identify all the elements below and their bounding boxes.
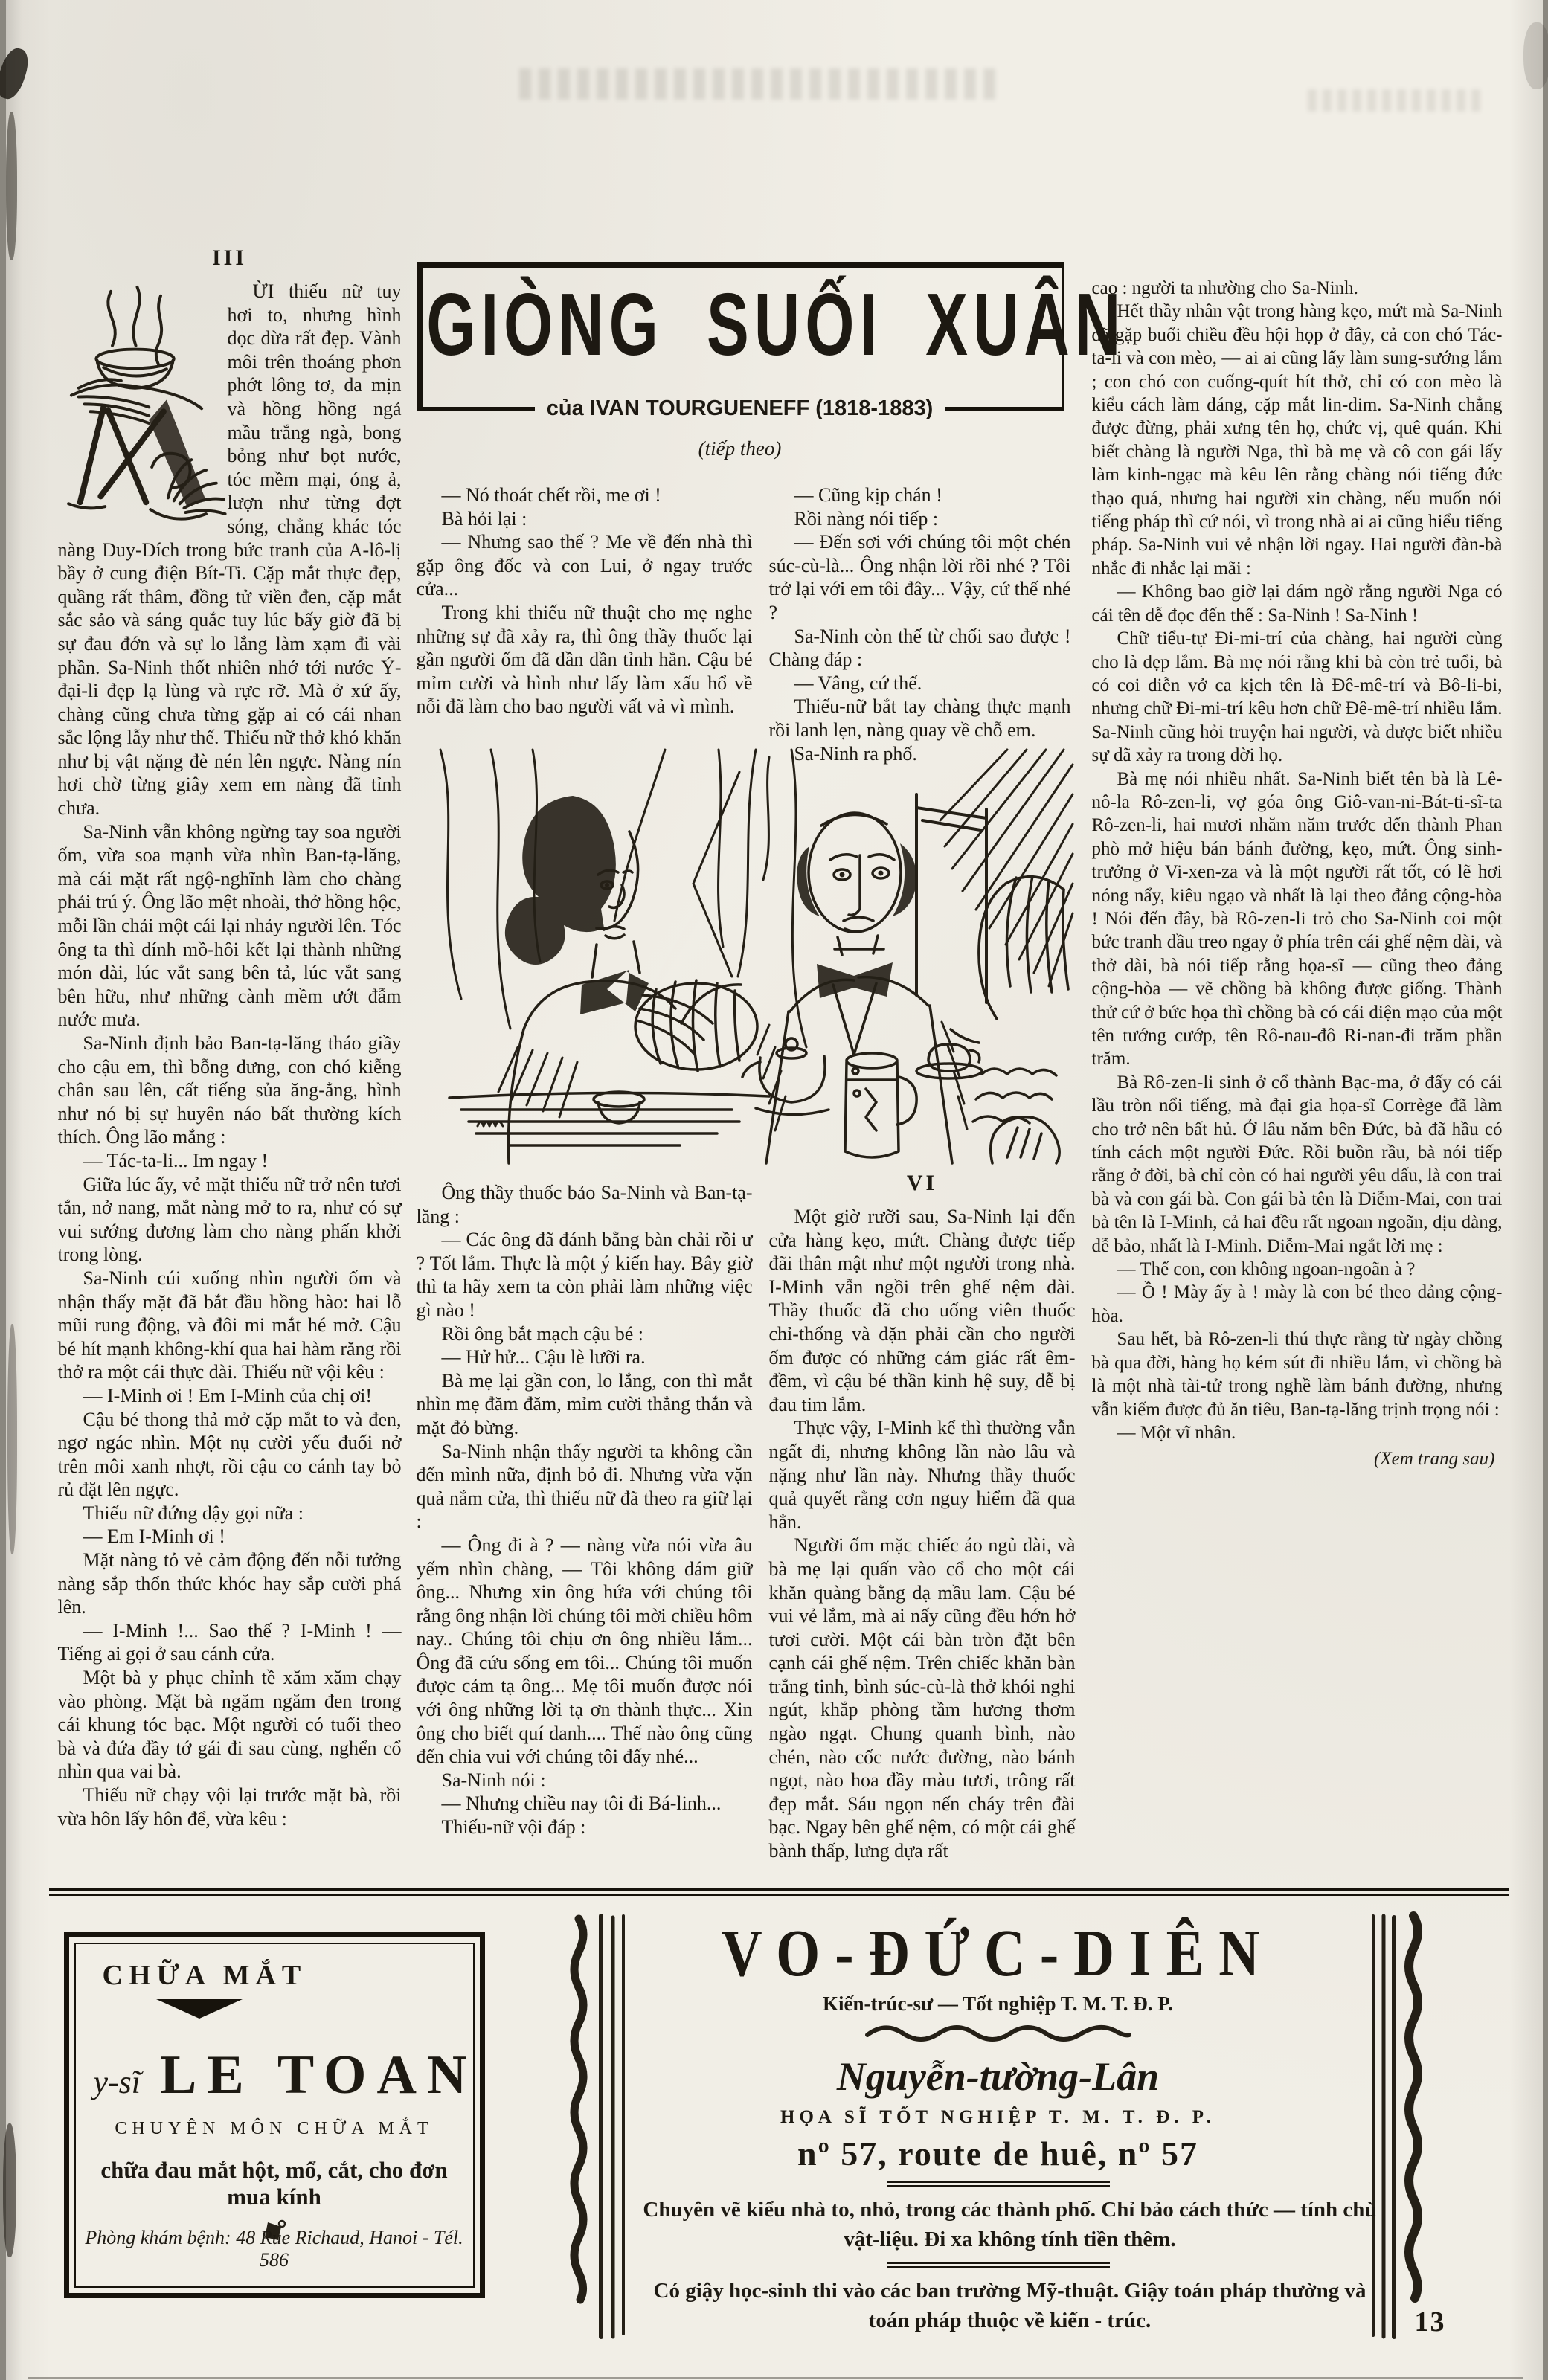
paragraph: Người ốm mặc chiếc áo ngủ dài, và bà mẹ lại quấn vào cổ cho một cái khăn quàng bằng dạ mầu lam. Cậu bé vui vẻ lắm, mà ai nấy cũng đều hớn hở tươi cười. Một cái bàn tròn đặt bên cạnh cái ghế nệm. Trên chiếc khăn bàn trắng tinh, bình súc-cù-là thở khói nghi ngút, khắp phòng tầm hương thơm ngào ngạt. Chung quanh bình, nào chén, nào cốc nước đường, nào bánh ngọt, nào hoa đầy màu tươi, trông rất đẹp mắt. Sáu ngọn nến cháy trên đài bạc. Ngay bên ghế nệm, có một cái ghế bành thấp, lưng dựa rất <box>768 1534 1076 1862</box>
paragraph: Bà hỏi lại : <box>441 507 527 530</box>
byline-rule-right <box>945 407 1063 411</box>
paragraph: Sa-Ninh ra phố. <box>794 742 917 765</box>
column-2b-top <box>768 483 1071 765</box>
story-byline: của IVAN TOURGUENEFF (1818-1883) <box>546 396 934 420</box>
page-number: 13 <box>1414 2306 1446 2338</box>
story-title-box <box>417 262 1125 420</box>
paragraph: Rồi ông bắt mạch cậu bé : <box>441 1322 643 1345</box>
paragraph: — Không bao giờ lại dám ngờ rằng người Nga có cái tên dễ đọc đến thế : Sa-Ninh ! Sa-Ninh ! <box>1091 582 1503 625</box>
paragraph: Hết thầy nhân vật trong hàng kẹo, mứt mà Sa-Ninh đã gặp buổi chiều đều hội họp ở đây, cả con chó Tác-ta-li và con mèo, — ai ai cũng lấy làm sung-sướng lắm ; con chó con cuống-quít hít thở, chỉ có con mèo là kiểu cách làm dáng, cặp mắt lin-dim. Sa-Ninh chẳng được đừng, phải xưng tên họ, chức vị, quê quán. Khi biết chàng là người Nga, thì bà mẹ và cô con gái lấy làm kinh-ngạc mà kêu lên rằng chàng nói tiếng đức thạo quá, nhưng hai người xin chàng, nếu muốn nói tiếng pháp thì cứ nói, vì trong nhà ai ai cũng hiểu tiếng pháp. Sa-Ninh vui vẻ nhận lời ngay. Hai người đàn-bà nhắc đi nhắc lại mãi : <box>1091 301 1503 579</box>
paragraph: ỪI thiếu nữ tuy hơi to, nhưng hình dọc dừa rất đẹp. Vành môi trên thoáng phơn phớt lông tơ, da mịn và hồng hồng ngả mầu trắng ngà, bong bỏng như bọt nước, tóc mềm mại, óng ả, lượn như từng đợt sóng, chẳng khác tóc nàng Duy-Đích trong bức tranh của A-lô-lị bầy ở cung điện Bít-Ti. Cặp mắt thực đẹp, quầng rất thâm, đồng tử viền đen, cặp mắt sắc sảo và sáng quắc tuy lúc bấy giờ đã bị sự đau đớn và sự lo lắng làm xạm đi vài phần. Sa-Ninh thốt nhiên nhớ tới nước Ý-đại-li đẹp lạ lùng và rực rỡ. Mà ở xứ ấy, chàng cũng chưa từng gặp ai có cái nhan sắc lộng lẫy như thế. Thiếu nữ thở khó khăn như bị vật nặng đè nén lên ngực. Nàng nín hơi chờ từng giây xem em nàng đã tỉnh chưa. <box>57 280 402 820</box>
paragraph: — I-Minh !... Sao thế ? I-Minh ! — Tiếng ai gọi ở sau cánh cửa. <box>57 1619 402 1665</box>
paragraph: Thiếu nữ đứng dậy gọi nữa : <box>83 1502 304 1524</box>
eye-ad-kicker: CHỮA MẮT <box>102 1960 307 1991</box>
paragraph: Bà mẹ lại gần con, lo lắng, con thì mắt nhìn mẹ đăm đăm, mỉm cười thẳng thắn và mặt đỏ bừng. <box>416 1369 753 1438</box>
column-2b-bottom <box>769 1171 1076 1897</box>
left-border-ornament <box>568 1916 626 2337</box>
paragraph: — Nó thoát chết rồi, me ơi ! <box>441 484 661 506</box>
paragraph: Sau hết, bà Rô-zen-li thú thực rằng từ ngày chồng bà qua đời, hàng họ kém sút đi nhiều lắm, vì chồng bà là một nhà tài-tử trong nghề làm bánh đường, nhưng vẫn kiếm được đủ ăn tiêu, Ban-tạ-lăng trịnh trọng nói : <box>1091 1329 1503 1420</box>
paragraph: — Hử hử... Cậu lè lưỡi ra. <box>441 1346 646 1368</box>
architect-students-note: Có giậy học-sinh thi vào các ban trường Mỹ-thuật. Giậy toán pháp thường và toán pháp thuộc về kiến - trúc. <box>653 2279 1366 2332</box>
paragraph: Mặt nàng tỏ vẻ cảm động đến nỗi tưởng nàng sắp thổn thức khóc hay sắp cười phá lên. <box>57 1549 402 1618</box>
bottom-hairline-rule <box>28 2377 1523 2379</box>
section-divider-rule <box>49 1888 1509 1896</box>
eye-ad-services-line1: chữa đau mắt hột, mổ, cắt, cho đơn <box>100 2157 448 2183</box>
paragraph: — Tác-ta-li... Im ngay ! <box>83 1149 269 1171</box>
column-2a-top <box>417 483 753 751</box>
paragraph: — Nhưng sao thế ? Me về đến nhà thì gặp ông đốc và con Lui, ở ngay trước cửa... <box>416 531 753 600</box>
paragraph: Bà mẹ nói nhiều nhất. Sa-Ninh biết tên bà là Lê-nô-la Rô-zen-li, vợ góa ông Giô-van-ni-Bát-ti-sĩ-ta Rô-zen-li, hai mươi nhăm năm trước đến thành Phan phò mở hiệu bán bánh đường, kẹo, mứt. Ông sinh-trưởng ở Vi-xen-za và là một người rất tốt, có lẽ hơi nóng nẩy, kiêu ngạo và nhất là lại theo đảng cộng-hòa ! Nói đến đây, bà Rô-zen-li trỏ cho Sa-Ninh coi một bức tranh dầu treo ngay ở phía trên cái ghế nệm dài, và thở dài, bà nói tiếp rằng họa-sĩ — cũng theo đảng cộng-hòa — vẽ chồng bà không được giống. Thành thử cứ ở bức họa thì chồng bà có cái diện mạo của một tên tướng cướp, tên Rô-nau-đô Ri-nan-đi trăm phần trăm. <box>1091 768 1503 1070</box>
paragraph: Giữa lúc ấy, vẻ mặt thiếu nữ trở nên tươi tắn, nở nang, mắt nàng mở to ra, như có sự vui sướng đương làm cho nàng phấn khởi trong lòng. <box>57 1173 402 1266</box>
paragraph: Thực vậy, I-Minh kể thì thường vẫn ngất đi, nhưng không lần nào lâu và nặng như lần này. Nhưng thầy thuốc quả quyết rằng cơn nguy hiểm đã qua hẳn. <box>768 1417 1076 1533</box>
byline-rule-left <box>417 407 535 411</box>
paragraph: Bà Rô-zen-li sinh ở cổ thành Bạc-ma, ở đấy có cái lầu tròn nổi tiếng, mà đại gia họa-sĩ Corrège đã làm cho trở nên bất hủ. Ở lâu năm bên Đức, bà đã hầu có tính cách một người Đức. Rồi buồn rầu, bà nói tiếp rằng ở đời, bà chỉ còn có hai người yêu dấu, là con trai bà và con gái bà. Con gái bà tên là Diễm-Mai, con trai bà tên là I-Minh, cả hai đều rất ngoan ngoãn, dịu dàng, dễ bảo, nhất là I-Minh. Diễm-Mai ngắt lời mẹ : <box>1091 1072 1503 1256</box>
paragraph: — Ồ ! Mày ấy à ! mày là con bé theo đảng cộng-hòa. <box>1091 1282 1503 1326</box>
newspaper-page <box>6 0 1543 2380</box>
paragraph: — Các ông đã đánh bằng bàn chải rồi ư ? Tốt lắm. Thực là một ý kiến hay. Bây giờ thì ta hãy xem ta còn phải làm những việc gì nào ! <box>416 1229 753 1321</box>
paragraph: Trong khi thiếu nữ thuật cho mẹ nghe những sự đã xảy ra, thì ông thầy thuốc lại gần người ốm đã dần dần tỉnh hẳn. Cậu bé mỉm cười và hình như lấy làm xấu hổ về nỗi đã làm cho bao người vất vả vì mình. <box>416 601 753 718</box>
scan-smudge <box>6 112 17 260</box>
ink-bleed-ghost <box>519 68 995 100</box>
tea-table-scene-illustration <box>420 750 1074 1163</box>
paragraph: Thiếu nữ chạy vội lại trước mặt bà, rồi vừa hôn lấy hôn để, vừa kêu : <box>57 1784 402 1830</box>
paragraph: Thiếu-nữ bắt tay chàng thực mạnh rồi lanh lẹn, nàng quay về chỗ em. <box>768 695 1071 741</box>
paragraph: — Thế con, con không ngoan-ngoãn à ? <box>1117 1259 1416 1280</box>
paragraph: Sa-Ninh định bảo Ban-tạ-lăng tháo giầy cho cậu em, thì bỗng dưng, con chó kiễng chân sau lên, cất tiếng sủa ăng-ẳng, hình như nó bị sự huyên náo bất thường kích thích. Ông lão mắng : <box>57 1032 402 1148</box>
architect-services: Chuyên vẽ kiểu nhà to, nhỏ, trong các thành phố. Chỉ bảo cách thức — tính chù vật-liệu. Đi xa không tính tiền thêm. <box>643 2198 1377 2251</box>
paragraph: Một bà y phục chỉnh tề xăm xăm chạy vào phòng. Mặt bà ngăm ngăm đen trong cái khung tóc bạc. Một người có tuổi theo bà và đứa đầy tớ gái đi sau cùng, nghển cổ nhìn qua vai bà. <box>57 1667 402 1783</box>
paragraph: cao : người ta nhường cho Sa-Ninh. <box>1091 278 1358 298</box>
ink-bleed-ghost <box>1308 89 1486 112</box>
painter-name: Nguyễn-tường-Lân <box>836 2054 1160 2099</box>
architect-ad <box>527 1908 1470 2349</box>
paragraph: Sa-Ninh cúi xuống nhìn người ốm và nhận thấy mặt đã bắt đầu hồng hào: hai lỗ mũi rung động, và đôi mi mắt hé mở. Cậu bé hít mạnh không-khí qua hai hàm răng rồi thở ra một cái thực dài. Thiếu nữ vội kêu : <box>57 1267 402 1383</box>
see-next-page-note: (Xem trang sau) <box>1374 1449 1495 1470</box>
eye-clinic-ad <box>64 1932 485 2298</box>
scan-smudge <box>1523 22 1548 89</box>
scan-smudge <box>7 1324 17 1554</box>
paragraph: Ông thầy thuốc bảo Sa-Ninh và Ban-tạ-lăng : <box>416 1182 753 1227</box>
architect-address: nº 57, route de huê, nº 57 <box>797 2135 1199 2172</box>
column-2a-bottom <box>417 1181 753 1897</box>
continuation-note: (tiếp theo) <box>698 437 782 460</box>
paragraph: — Nhưng chiều nay tôi đi Bá-linh... <box>441 1792 722 1815</box>
section-6-heading: VI <box>906 1171 938 1195</box>
paragraph: — Ông đi à ? — nàng vừa nói vừa âu yếm nhìn chàng, — Tôi không dám giữ ông... Nhưng xin ông hứa với chúng tôi rằng ông nhận lời chúng tôi mời chiều hôm nay.. Chúng tôi chịu ơn ông nhiều lắm... Ông đã cứu sống em tôi... Chúng tôi muốn được cảm tạ ông... Mẹ tôi muốn được nói với ông những lời tạ ơn thành thực... Xin ông cho biết quí danh.... Thế nào ông cũng đến chia vui với chúng tôi đấy nhé... <box>416 1534 753 1768</box>
paragraph: Một giờ rưỡi sau, Sa-Ninh lại đến cửa hàng kẹo, mứt. Chàng được tiếp đãi thân mật như một người trong nhà. I-Minh vẫn ngồi trên ghế nệm dài. Thầy thuốc đã cho uống viên thuốc chỉ-thống và dặn phải cần cho người ốm được có những cảm giác rất êm-đềm, vì cậu bé thần kinh hệ suy, dễ bị đau tim lắm. <box>768 1206 1076 1415</box>
double-rule-ornament <box>887 2181 1110 2187</box>
paragraph: Chữ tiểu-tự Đi-mi-trí của chàng, hai người cùng cho là đẹp lắm. Bà mẹ nói rằng khi bà còn trẻ tuổi, bà có coi diễn vở ca kịch tên là Đê-mê-trí và Bô-li-bi, nhưng chữ Đi-mi-trí kêu hơn chữ Đê-mê-trí nhiều lắm. Sa-Ninh cũng hỏi truyện hai người, và được biết nhiều sự đã xảy ra trong đời họ. <box>1091 628 1503 766</box>
paragraph: — Cũng kịp chán ! <box>794 484 942 506</box>
paragraph: — Vâng, cứ thế. <box>794 672 922 694</box>
story-title: GIÒNG SUỐI XUÂN <box>425 275 1125 375</box>
section-3-heading: III <box>211 245 248 270</box>
eye-ad-doctor-name: LE TOAN <box>160 2045 478 2106</box>
eye-ad-address: Phòng khám bệnh: 48 Rue Richaud, Hanoi - Tél. 586 <box>85 2227 463 2271</box>
painter-credentials: HỌA SĨ TỐT NGHIỆP T. M. T. Đ. P. <box>780 2107 1215 2127</box>
paragraph: Thiếu-nữ vội đáp : <box>441 1816 586 1839</box>
architect-name: VO-ĐỨC-DIÊN <box>721 1917 1275 1991</box>
paragraph: — Một vĩ nhân. <box>1117 1422 1236 1443</box>
paragraph: Sa-Ninh vẫn không ngừng tay soa người ốm, vừa soa mạnh vừa nhìn Ban-tạ-lăng, mà cái mặt rất ngộ-nghĩnh làm cho chàng phải trú ý. Ông lão mệt nhoài, thở hồng hộc, mỗi lần chải một cái lại nhảy người lên. Tóc ông ta thì dính mồ-hôi kết lại thành những món dài, lúc vắt sang bên tả, lúc vắt sang bên hữu, như những cành mềm ướt đẫm nước mưa. <box>57 820 402 1031</box>
column-1 <box>58 245 402 1908</box>
eye-ad-services-line2: mua kính <box>227 2184 321 2210</box>
column-3 <box>1092 277 1503 1889</box>
paragraph: Cậu bé thong thả mở cặp mắt to và đen, ngơ ngác nhìn. Một nụ cười yếu đuối nở trên môi xanh nhợt, rồi cậu co cánh tay bỏ rủ đặt lên ngực. <box>57 1408 402 1501</box>
paragraph: — Em I-Minh ơi ! <box>83 1525 225 1548</box>
right-border-ornament <box>1369 1916 1427 2337</box>
paragraph: — I-Minh ơi ! Em I-Minh của chị ơi! <box>83 1384 373 1406</box>
scan-smudge <box>3 2123 16 2257</box>
paragraph: Sa-Ninh nhận thấy người ta không cần đến mình nữa, định bỏ đi. Nhưng vừa vặn quả nắm cửa, thì thiếu nữ đã theo ra giữ lại : <box>416 1440 753 1533</box>
paragraph: Sa-Ninh nói : <box>441 1769 546 1791</box>
steaming-bowl-hand-illustration <box>58 284 216 515</box>
scan-smudge <box>0 45 32 102</box>
architect-credentials: Kiến-trúc-sư — Tốt nghiệp T. M. T. Đ. P. <box>823 1993 1173 2015</box>
paragraph: Rồi nàng nói tiếp : <box>794 507 939 530</box>
eye-ad-title-prefix: y-sĩ <box>93 2064 141 2100</box>
double-rule-ornament <box>887 2262 1110 2268</box>
down-triangle-ornament <box>156 1999 243 2019</box>
paragraph: Sa-Ninh còn thế từ chối sao được ! Chàng đáp : <box>768 625 1071 671</box>
paragraph: — Đến sơi với chúng tôi một chén súc-cù-là... Ông nhận lời rồi nhé ? Tôi trở lại với em tôi đây... Vậy, cứ thế nhé ? <box>768 531 1071 623</box>
wave-ornament <box>864 2023 1132 2042</box>
eye-ad-subtitle: CHUYÊN MÔN CHỮA MẮT <box>115 2119 434 2138</box>
